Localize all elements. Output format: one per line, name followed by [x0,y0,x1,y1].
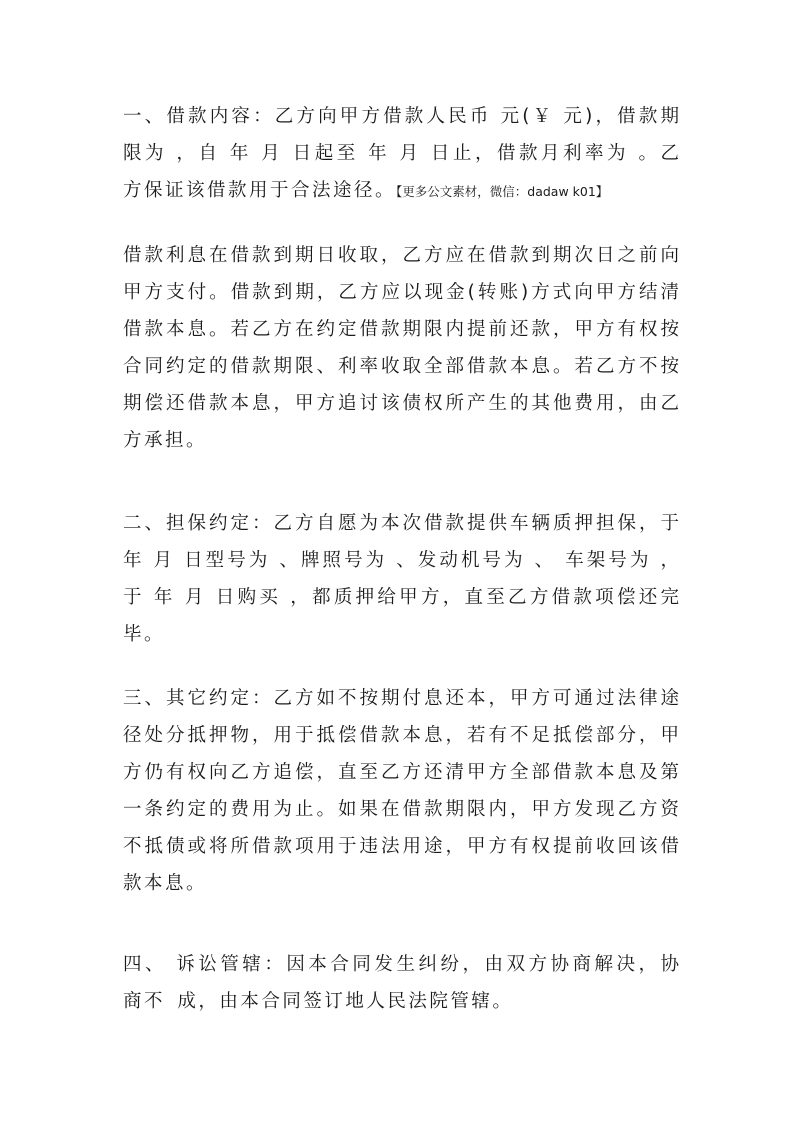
text-line: 甲方支付。借款到期，乙方应以现金(转账)方式向甲方结清 [123,282,679,303]
text-line: 方保证该借款用于合法途径。 [123,180,397,201]
text-line: 一条约定的费用为止。如果在借款期限内，甲方发现乙方资 [123,799,679,820]
text-line: 径处分抵押物，用于抵偿借款本息，若有不足抵偿部分，甲 [123,725,679,746]
clause-2-guarantee [123,505,679,653]
text-line: 于 年 月 日购买 ，都质押给甲方，直至乙方借款项偿还完 [123,587,679,608]
text-line: 方承担。 [123,430,208,451]
text-line: 四、 诉讼管辖：因本合同发生纠纷，由双方协商解决，协 [123,954,679,975]
text-line: 方仍有权向乙方追偿，直至乙方还清甲方全部借款本息及第 [123,762,679,783]
interest-paragraph [123,237,679,459]
clause-1-loan-content [123,98,679,209]
text-line: 二、担保约定：乙方自愿为本次借款提供车辆质押担保，于 [123,513,679,534]
text-line: 借款本息。若乙方在约定借款期限内提前还款，甲方有权按 [123,319,679,340]
text-line: 年 月 日型号为 、牌照号为 、发动机号为 、 车架号为 ， [123,550,679,571]
clause-4-jurisdiction [123,946,679,1020]
text-line: 三、其它约定：乙方如不按期付息还本，甲方可通过法律途 [123,688,679,709]
text-line: 借款利息在借款到期日收取，乙方应在借款到期次日之前向 [123,245,679,266]
text-line: 商不 成，由本合同签订地人民法院管辖。 [123,991,514,1012]
text-line: 合同约定的借款期限、利率收取全部借款本息。若乙方不按 [123,356,679,377]
text-line: 款本息。 [123,873,208,894]
text-line: 期偿还借款本息，甲方追讨该债权所产生的其他费用，由乙 [123,393,679,414]
source-note: 【更多公文素材，微信：dadaw k01】 [396,184,609,199]
text-line: 不抵债或将所借款项用于违法用途，甲方有权提前收回该借 [123,836,679,857]
text-line-with-note [123,172,679,209]
clause-3-other-terms [123,680,679,902]
text-line: 限为 ，自 年 月 日起至 年 月 日止，借款月利率为 。乙 [123,143,679,164]
text-line: 一、借款内容：乙方向甲方借款人民币 元(￥ 元)，借款期 [123,106,679,127]
text-line: 毕。 [123,624,166,645]
